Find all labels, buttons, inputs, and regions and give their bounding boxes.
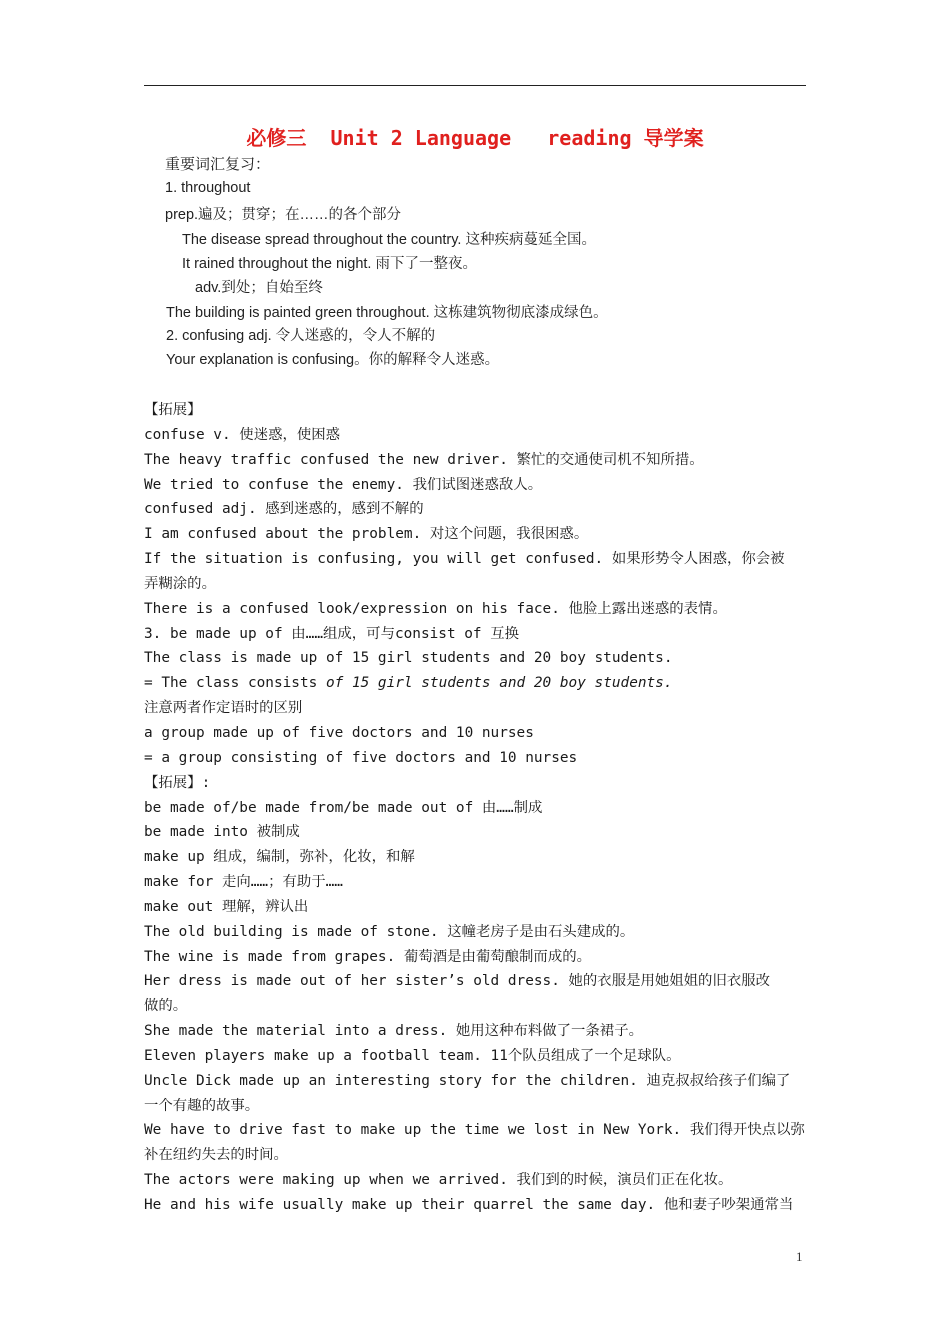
body-text bbox=[144, 398, 808, 1218]
text-line: The actors were making up when we arrived. 我们到的时候，演员们正在化妆。 bbox=[144, 1172, 733, 1189]
vocab-line: The disease spread throughout the country. 这种疾病蔓延全国。 bbox=[182, 232, 596, 248]
text-line: 【拓展】: bbox=[144, 774, 211, 791]
text-line: make up 组成，编制，弥补，化妆，和解 bbox=[144, 849, 415, 866]
text-line-mixed bbox=[144, 671, 808, 696]
text-line: I am confused about the problem. 对这个问题，我很困惑。 bbox=[144, 526, 589, 543]
italic-segment: of 15 girl students and 20 boy students. bbox=[325, 675, 673, 692]
text-line: 补在纽约失去的时间。 bbox=[144, 1147, 288, 1164]
vocab-line: 2. confusing adj. 令人迷惑的，令人不解的 bbox=[166, 328, 436, 344]
text-line: If the situation is confusing, you will get confused. 如果形势令人困惑，你会被 bbox=[144, 551, 785, 568]
text-line: The heavy traffic confused the new driver. 繁忙的交通使司机不知所措。 bbox=[144, 451, 704, 468]
vocab-line: The building is painted green throughout. 这栋建筑物彻底漆成绿色。 bbox=[166, 305, 608, 321]
page-title: 必修三 Unit 2 Language reading 导学案 bbox=[246, 126, 704, 150]
text-segment: = The class consists bbox=[144, 675, 326, 692]
text-line: make out 理解，辨认出 bbox=[144, 898, 309, 915]
text-line: Uncle Dick made up an interesting story for the children. 迪克叔叔给孩子们编了 bbox=[144, 1072, 791, 1089]
vocab-line: prep.遍及；贯穿；在……的各个部分 bbox=[165, 207, 402, 223]
text-line: 【拓展】 bbox=[144, 402, 202, 418]
text-line: confused adj. 感到迷惑的，感到不解的 bbox=[144, 501, 424, 518]
text-line: be made of/be made from/be made out of 由……制成 bbox=[144, 799, 543, 816]
header-rule bbox=[144, 85, 806, 86]
vocab-line: It rained throughout the night. 雨下了一整夜。 bbox=[182, 256, 477, 272]
text-line: The wine is made from grapes. 葡萄酒是由葡萄酿制而成的。 bbox=[144, 948, 591, 965]
text-line: = a group consisting of five doctors and 10 nurses bbox=[144, 749, 578, 766]
text-line: We tried to confuse the enemy. 我们试图迷惑敌人。 bbox=[144, 476, 543, 493]
vocab-line: 1. throughout bbox=[165, 180, 251, 196]
text-line: 注意两者作定语时的区别 bbox=[144, 700, 303, 717]
text-line: 一个有趣的故事。 bbox=[144, 1097, 260, 1114]
text-line: He and his wife usually make up their quarrel the same day. 他和妻子吵架通常当 bbox=[144, 1197, 794, 1213]
page-number: 1 bbox=[796, 1249, 803, 1264]
vocab-line: Your explanation is confusing。你的解释令人迷惑。 bbox=[166, 352, 500, 368]
text-line: 3. be made up of 由……组成，可与consist of 互换 bbox=[144, 625, 520, 642]
text-line: We have to drive fast to make up the time we lost in New York. 我们得开快点以弥 bbox=[144, 1122, 805, 1139]
text-line: 弄糊涂的。 bbox=[144, 575, 216, 592]
text-line: The class is made up of 15 girl students and 20 boy students. bbox=[144, 650, 673, 667]
text-line: The old building is made of stone. 这幢老房子是由石头建成的。 bbox=[144, 923, 635, 940]
text-line: There is a confused look/expression on his face. 他脸上露出迷惑的表情。 bbox=[144, 600, 727, 617]
vocab-line: adv.到处；自始至终 bbox=[195, 280, 323, 296]
text-line: be made into 被制成 bbox=[144, 824, 300, 841]
text-line: confuse v. 使迷惑，使困惑 bbox=[144, 426, 341, 443]
text-line: Her dress is made out of her sister’s old dress. 她的衣服是用她姐姐的旧衣服改 bbox=[144, 973, 771, 990]
text-line: She made the material into a dress. 她用这种布料做了一条裙子。 bbox=[144, 1023, 643, 1040]
vocab-heading: 重要词汇复习： bbox=[165, 156, 271, 173]
text-line: Eleven players make up a football team. 11个队员组成了一个足球队。 bbox=[144, 1047, 681, 1064]
text-line: 做的。 bbox=[144, 998, 188, 1015]
text-line: make for 走向……；有助于…… bbox=[144, 874, 343, 891]
text-line: a group made up of five doctors and 10 nurses bbox=[144, 724, 534, 741]
